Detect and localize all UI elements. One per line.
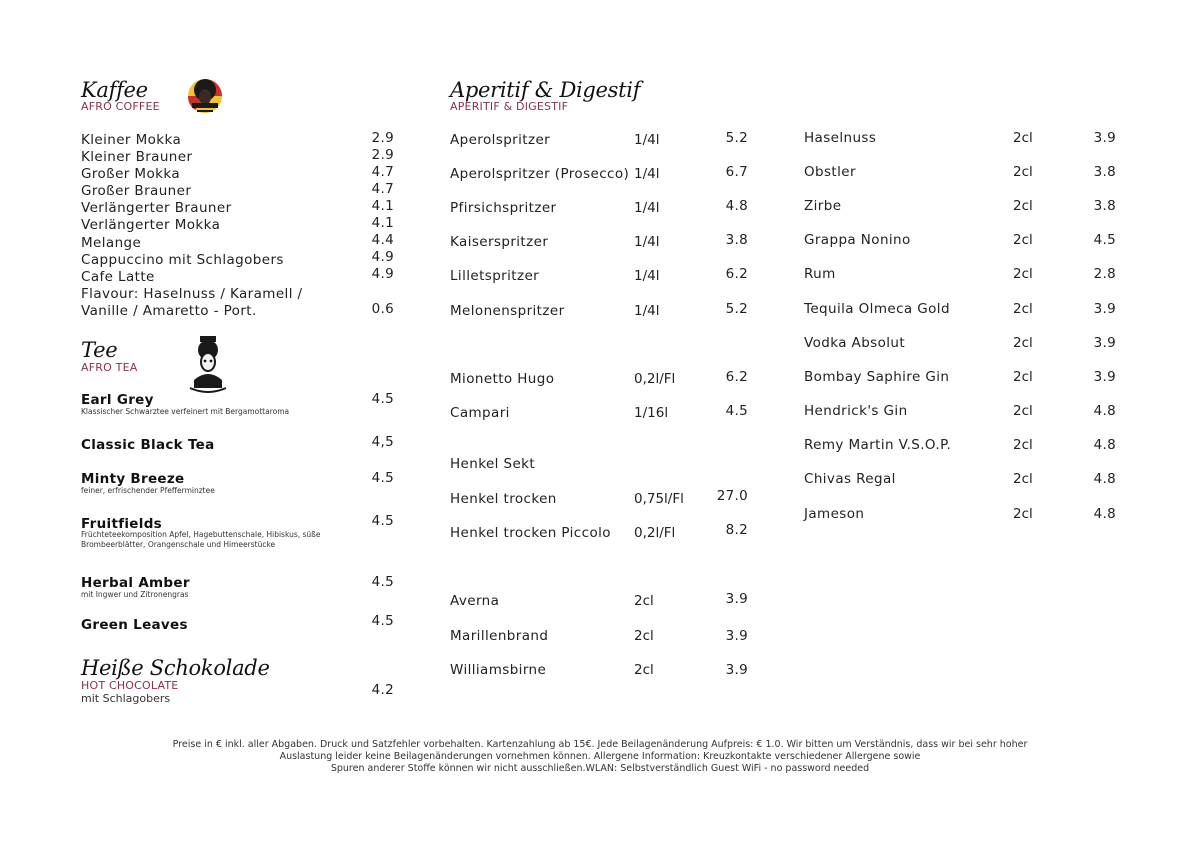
spirit-item-name: Haselnuss bbox=[804, 130, 877, 146]
aperitif-item-name: Williamsbirne bbox=[450, 662, 547, 678]
spirit-item-price: 4.5 bbox=[1093, 232, 1116, 248]
spirit-item-name: Hendrick's Gin bbox=[804, 403, 908, 419]
aperitif-item-price: 3.8 bbox=[725, 232, 748, 248]
coffee-item-name: Kleiner Brauner bbox=[81, 149, 193, 165]
coffee-flavour-line1: Flavour: Haselnuss / Karamell / bbox=[81, 286, 303, 302]
aperitif-item-volume: 1/4l bbox=[634, 234, 660, 250]
aperitif-item-price: 3.9 bbox=[725, 628, 748, 644]
aperitif-subtitle: APERITIF & DIGESTIF bbox=[450, 100, 569, 113]
tea-item-desc: feiner, erfrischender Pfefferminztee bbox=[81, 486, 215, 495]
aperitif-item-price: 8.2 bbox=[725, 522, 748, 538]
aperitif-item-name: Marillenbrand bbox=[450, 628, 549, 644]
aperitif-item-volume: 2cl bbox=[634, 593, 654, 609]
spirit-item-price: 2.8 bbox=[1093, 266, 1116, 282]
coffee-item-price: 2.9 bbox=[371, 130, 394, 146]
aperitif-item-name: Henkel trocken bbox=[450, 491, 557, 507]
tea-item-name: Fruitfields bbox=[81, 516, 162, 532]
aperitif-item-name: Mionetto Hugo bbox=[450, 371, 555, 387]
aperitif-item-name: Aperolspritzer bbox=[450, 132, 551, 148]
coffee-item-price: 4.1 bbox=[371, 215, 394, 231]
spirit-item-volume: 2cl bbox=[1013, 335, 1033, 351]
chocolate-subtitle: HOT CHOCOLATE bbox=[81, 679, 179, 692]
spirit-item-volume: 2cl bbox=[1013, 301, 1033, 317]
spirit-item-price: 3.9 bbox=[1093, 301, 1116, 317]
spirit-item-name: Rum bbox=[804, 266, 836, 282]
afro-tea-logo bbox=[186, 336, 230, 400]
tea-item-name: Green Leaves bbox=[81, 617, 188, 633]
tea-item-name: Herbal Amber bbox=[81, 575, 190, 591]
tea-item-desc: mit Ingwer und Zitronengras bbox=[81, 590, 189, 599]
spirit-item-name: Chivas Regal bbox=[804, 471, 896, 487]
footer-line: Preise in € inkl. aller Abgaben. Druck und Satzfehler vorbehalten. Kartenzahlung ab 15€. Jede Beilagenänderung Aufpreis: € 1.0. Wir bitten um Verständnis, dass wir bei sehr hoher bbox=[172, 739, 1028, 750]
aperitif-item-price: 6.7 bbox=[725, 164, 748, 180]
spirit-item-name: Obstler bbox=[804, 164, 856, 180]
spirit-item-volume: 2cl bbox=[1013, 506, 1033, 522]
spirit-item-price: 4.8 bbox=[1093, 471, 1116, 487]
aperitif-item-name: Aperolspritzer (Prosecco) bbox=[450, 166, 630, 182]
spirit-item-price: 3.9 bbox=[1093, 130, 1116, 146]
aperitif-item-name: Henkel Sekt bbox=[450, 456, 536, 472]
tea-subtitle: AFRO TEA bbox=[81, 361, 138, 374]
tea-item-price: 4.5 bbox=[371, 391, 394, 407]
spirit-item-volume: 2cl bbox=[1013, 198, 1033, 214]
chocolate-title: Heiße Schokolade bbox=[81, 656, 270, 680]
spirit-item-name: Jameson bbox=[804, 506, 865, 522]
tea-item-price: 4.5 bbox=[371, 574, 394, 590]
coffee-item-price: 4.4 bbox=[371, 232, 394, 248]
tea-title: Tee bbox=[81, 338, 118, 362]
aperitif-item-name: Melonenspritzer bbox=[450, 303, 565, 319]
chocolate-desc: mit Schlagobers bbox=[81, 692, 171, 705]
tea-item-price: 4.5 bbox=[371, 613, 394, 629]
tea-item-desc: Klassischer Schwarztee verfeinert mit Bergamottaroma bbox=[81, 407, 290, 416]
spirit-item-price: 3.9 bbox=[1093, 369, 1116, 385]
spirit-item-price: 3.8 bbox=[1093, 164, 1116, 180]
aperitif-item-volume: 1/16l bbox=[634, 405, 669, 421]
tea-item-desc: Früchteteekomposition Apfel, Hagebuttenschale, Hibiskus, süße Brombeerblätter, Orangenschale und Himeerstücke bbox=[81, 530, 321, 549]
coffee-subtitle: AFRO COFFEE bbox=[81, 100, 160, 113]
aperitif-item-name: Campari bbox=[450, 405, 510, 421]
aperitif-item-volume: 1/4l bbox=[634, 166, 660, 182]
chocolate-price: 4.2 bbox=[371, 682, 394, 698]
coffee-item-price: 4.7 bbox=[371, 181, 394, 197]
coffee-title: Kaffee bbox=[81, 78, 148, 102]
aperitif-item-price: 4.5 bbox=[725, 403, 748, 419]
coffee-item-price: 4.7 bbox=[371, 164, 394, 180]
coffee-item-name: Kleiner Mokka bbox=[81, 132, 182, 148]
aperitif-item-volume: 0,2l/Fl bbox=[634, 371, 676, 387]
spirit-item-volume: 2cl bbox=[1013, 232, 1033, 248]
tea-item-name: Classic Black Tea bbox=[81, 437, 215, 453]
aperitif-item-volume: 1/4l bbox=[634, 200, 660, 216]
aperitif-item-name: Pfirsichspritzer bbox=[450, 200, 557, 216]
spirit-item-volume: 2cl bbox=[1013, 403, 1033, 419]
aperitif-item-price: 4.8 bbox=[725, 198, 748, 214]
coffee-item-price: 4.9 bbox=[371, 266, 394, 282]
spirit-item-name: Vodka Absolut bbox=[804, 335, 906, 351]
spirit-item-price: 4.8 bbox=[1093, 506, 1116, 522]
coffee-item-name: Melange bbox=[81, 235, 142, 251]
spirit-item-price: 4.8 bbox=[1093, 437, 1116, 453]
spirit-item-price: 3.9 bbox=[1093, 335, 1116, 351]
coffee-item-name: Verlängerter Brauner bbox=[81, 200, 232, 216]
aperitif-item-volume: 1/4l bbox=[634, 303, 660, 319]
coffee-item-name: Cappuccino mit Schlagobers bbox=[81, 252, 284, 268]
afro-coffee-logo bbox=[183, 77, 229, 121]
tea-item-name: Earl Grey bbox=[81, 392, 154, 408]
aperitif-item-price: 5.2 bbox=[725, 301, 748, 317]
aperitif-item-volume: 0,75l/Fl bbox=[634, 491, 684, 507]
coffee-item-price: 4.1 bbox=[371, 198, 394, 214]
coffee-item-name: Großer Brauner bbox=[81, 183, 192, 199]
spirit-item-name: Remy Martin V.S.O.P. bbox=[804, 437, 952, 453]
aperitif-item-name: Henkel trocken Piccolo bbox=[450, 525, 611, 541]
aperitif-item-name: Lilletspritzer bbox=[450, 268, 540, 284]
footer-line: Spuren anderer Stoffe können wir nicht ausschließen.WLAN: Selbstverständlich Guest WiFi - no password needed bbox=[330, 763, 870, 774]
aperitif-item-price: 6.2 bbox=[725, 266, 748, 282]
spirit-item-volume: 2cl bbox=[1013, 164, 1033, 180]
aperitif-title: Aperitif & Digestif bbox=[450, 78, 641, 102]
aperitif-item-volume: 2cl bbox=[634, 628, 654, 644]
aperitif-item-price: 3.9 bbox=[725, 591, 748, 607]
aperitif-item-price: 27.0 bbox=[716, 488, 748, 504]
spirit-item-name: Bombay Saphire Gin bbox=[804, 369, 950, 385]
spirit-item-volume: 2cl bbox=[1013, 369, 1033, 385]
spirit-item-volume: 2cl bbox=[1013, 266, 1033, 282]
coffee-flavour-line2: Vanille / Amaretto - Port. bbox=[81, 303, 257, 319]
aperitif-item-name: Averna bbox=[450, 593, 500, 609]
tea-item-price: 4,5 bbox=[371, 434, 394, 450]
coffee-item-name: Cafe Latte bbox=[81, 269, 155, 285]
tea-item-name: Minty Breeze bbox=[81, 471, 185, 487]
spirit-item-volume: 2cl bbox=[1013, 471, 1033, 487]
coffee-item-price: 2.9 bbox=[371, 147, 394, 163]
coffee-flavour-price: 0.6 bbox=[371, 301, 394, 317]
spirit-item-price: 4.8 bbox=[1093, 403, 1116, 419]
footer-line: Auslastung leider keine Beilagenänderungen vornehmen können. Allergene Information: Kreuzkontakte verschiedener Allergene sowie bbox=[279, 751, 921, 762]
spirit-item-price: 3.8 bbox=[1093, 198, 1116, 214]
aperitif-item-volume: 2cl bbox=[634, 662, 654, 678]
tea-item-price: 4.5 bbox=[371, 470, 394, 486]
spirit-item-volume: 2cl bbox=[1013, 437, 1033, 453]
footer-notice bbox=[100, 739, 1100, 775]
spirit-item-name: Zirbe bbox=[804, 198, 842, 214]
aperitif-item-price: 6.2 bbox=[725, 369, 748, 385]
aperitif-item-price: 3.9 bbox=[725, 662, 748, 678]
coffee-item-name: Verlängerter Mokka bbox=[81, 217, 221, 233]
coffee-item-name: Großer Mokka bbox=[81, 166, 181, 182]
aperitif-item-volume: 1/4l bbox=[634, 268, 660, 284]
coffee-item-price: 4.9 bbox=[371, 249, 394, 265]
aperitif-item-name: Kaiserspritzer bbox=[450, 234, 549, 250]
aperitif-item-price: 5.2 bbox=[725, 130, 748, 146]
aperitif-item-volume: 0,2l/Fl bbox=[634, 525, 676, 541]
aperitif-item-volume: 1/4l bbox=[634, 132, 660, 148]
spirit-item-volume: 2cl bbox=[1013, 130, 1033, 146]
tea-item-price: 4.5 bbox=[371, 513, 394, 529]
spirit-item-name: Grappa Nonino bbox=[804, 232, 911, 248]
spirit-item-name: Tequila Olmeca Gold bbox=[804, 301, 950, 317]
